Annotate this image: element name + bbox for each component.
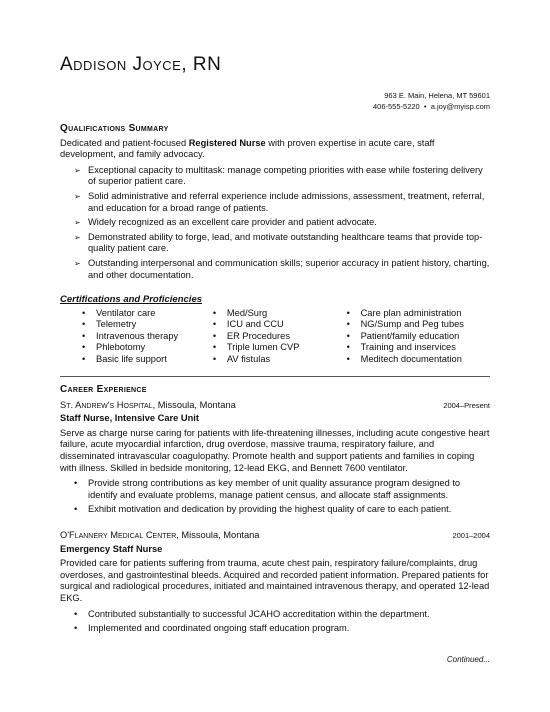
bullet-icon: •	[82, 342, 86, 353]
bullet-icon: •	[82, 353, 86, 364]
list-item	[212, 342, 329, 354]
bullet-icon: •	[74, 608, 78, 619]
list-item-text: Exceptional capacity to multitask: manage competing priorities with ease while fostering delivery of superior patient care.	[88, 164, 483, 187]
job-bullets	[60, 609, 490, 635]
job-title: Emergency Staff Nurse	[60, 543, 163, 554]
list-item-text: Demonstrated ability to forge, lead, and motivate outstanding healthcare teams that provide top-quality patient care.	[88, 231, 483, 254]
list-item-text: Implemented and coordinated ongoing staff education program.	[88, 623, 350, 634]
job-entry	[60, 530, 490, 635]
job-description: Serve as charge nurse caring for patients with life-threatening illnesses, including acute congestive heart failure, acute myocardial infarction, drug overdose, massive trauma, respiratory failure, and disseminated intravascular coagulopathy. Promote health and support patients and families in coping with illness. Skilled in bedside monitoring, 12-lead EKG, and Bennett 7600 ventilator.	[60, 427, 490, 473]
employer-line	[60, 400, 490, 412]
list-item	[74, 190, 490, 214]
list-item-text: ER Procedures	[226, 330, 290, 341]
list-item	[82, 319, 207, 331]
job-title: Staff Nurse, Intensive Care Unit	[60, 413, 199, 424]
list-item	[346, 353, 490, 366]
career-section	[60, 384, 490, 638]
list-item-text: Outstanding interpersonal and communication skills; superior accuracy in patient history, charting, and other documentation.	[88, 257, 490, 280]
list-item	[82, 307, 207, 320]
list-item-text: Exhibit motivation and dedication by providing the highest quality of care to each patient.	[88, 504, 452, 515]
list-item	[82, 330, 207, 343]
certifications-section	[60, 294, 490, 366]
bullet-icon: •	[346, 330, 350, 341]
list-item-text: Med/Surg	[226, 307, 268, 318]
list-item-text: Basic life support	[96, 353, 167, 364]
intro-bold: Registered Nurse	[188, 137, 266, 148]
list-item-text: Phlebotomy	[96, 342, 146, 353]
employer-location: , Missoula, Montana	[152, 399, 236, 410]
bullet-icon: •	[82, 330, 86, 341]
qualifications-section	[60, 123, 490, 284]
job-bullets	[60, 478, 490, 516]
list-item-text: Intravenous therapy	[96, 330, 179, 341]
list-item-text: Widely recognized as an excellent care provider and patient advocate.	[88, 217, 377, 228]
list-item	[346, 330, 490, 343]
arrow-bullet-icon: ➢	[74, 232, 81, 242]
job-entry	[60, 400, 490, 516]
list-item	[74, 217, 490, 229]
list-item	[74, 257, 490, 281]
arrow-bullet-icon: ➢	[74, 258, 81, 268]
employer-line	[60, 530, 490, 542]
list-item-text: Triple lumen CVP	[226, 342, 300, 353]
employer-name: O'Flannery Medical Center	[60, 529, 177, 540]
bullet-icon: •	[212, 307, 217, 318]
list-item	[74, 504, 490, 516]
contact-info	[373, 90, 490, 112]
candidate-name: Addison Joyce, RN	[60, 54, 222, 75]
list-item-text: Contributed substantially to successful JCAHO accreditation within the department.	[88, 608, 430, 619]
bullet-icon: •	[212, 342, 217, 353]
bullet-icon: •	[346, 342, 350, 353]
phone: 406-555-5220	[373, 102, 420, 111]
bullet-icon: •	[212, 319, 217, 330]
bullet-icon: •	[74, 478, 78, 489]
list-item	[212, 307, 329, 320]
bullet-icon: •	[82, 307, 86, 318]
list-item	[74, 231, 490, 255]
qualifications-intro	[60, 138, 490, 161]
list-item-text: NG/Sump and Peg tubes	[360, 319, 464, 330]
list-item-text: Provide strong contributions as key member of unit quality assurance program designed to identify and evaluate problems, manage patient census, and allocate staff assignments.	[88, 478, 461, 500]
qualifications-heading: Qualifications Summary	[60, 123, 169, 134]
job-dates: 2004–Present	[443, 400, 490, 410]
list-item-text: Ventilator care	[96, 307, 156, 318]
arrow-bullet-icon: ➢	[74, 191, 81, 201]
list-item-text: Telemetry	[96, 319, 137, 330]
bullet-icon: •	[74, 623, 78, 634]
certifications-columns	[60, 308, 490, 366]
employer-name: St. Andrew's Hospital	[60, 399, 153, 410]
bullet-icon: •	[346, 353, 350, 364]
email: a.joy@myisp.com	[430, 102, 490, 111]
address: 963 E. Main, Helena, MT 59601	[384, 91, 490, 100]
employer	[60, 400, 236, 412]
bullet-icon: •	[212, 330, 217, 341]
list-item	[346, 307, 490, 320]
list-item	[212, 319, 329, 331]
certifications-column-1	[82, 307, 207, 366]
arrow-bullet-icon: ➢	[74, 165, 81, 175]
job-description: Provided care for patients suffering from trauma, acute chest pain, respiratory failure/complaints, drug overdoses, and gastrointestinal bleeds. Acquired and recorded patient information. Prepared patients for surgical and radiological procedures, initiated and maintained intravenous therapy, and operated 12-lead EKG.	[60, 558, 490, 603]
bullet-icon: •	[82, 319, 86, 330]
employer-location: , Missoula, Montana	[176, 529, 260, 540]
bullet-icon: •	[346, 307, 350, 318]
list-item	[346, 319, 490, 331]
continued-note: Continued...	[446, 655, 490, 664]
arrow-bullet-icon: ➢	[74, 218, 81, 228]
section-divider	[60, 376, 490, 377]
qualifications-list	[60, 165, 490, 281]
list-item-text: Meditech documentation	[360, 353, 462, 364]
intro-text: Dedicated and patient-focused	[60, 137, 189, 148]
list-item	[74, 623, 490, 635]
list-item	[82, 342, 207, 354]
certifications-column-2	[212, 307, 329, 366]
phone-email-line	[373, 101, 490, 112]
list-item	[212, 330, 329, 343]
list-item	[74, 608, 490, 621]
certifications-heading: Certifications and Proficiencies	[60, 294, 203, 305]
list-item-text: Patient/family education	[360, 330, 460, 341]
list-item-text: Solid administrative and referral experience include admissions, assessment, treatment, referral, and education for a broad range of patients.	[88, 190, 485, 213]
bullet-icon: •	[74, 504, 78, 515]
certifications-column-3	[346, 307, 490, 366]
bullet-icon: •	[346, 319, 350, 330]
career-heading: Career Experience	[60, 384, 147, 395]
separator: •	[423, 102, 427, 111]
list-item	[82, 353, 207, 366]
intro-text-end: with proven expertise in acute care, staff development, and family advocacy.	[60, 137, 435, 160]
list-item	[212, 353, 329, 366]
list-item-text: ICU and CCU	[226, 319, 284, 330]
list-item	[74, 478, 490, 501]
job-dates: 2001–2004	[452, 530, 490, 540]
list-item-text: AV fistulas	[226, 353, 271, 364]
list-item	[346, 342, 490, 354]
bullet-icon: •	[212, 353, 217, 364]
list-item	[74, 164, 490, 188]
list-item-text: Training and inservices	[360, 342, 456, 353]
list-item-text: Care plan administration	[360, 307, 462, 318]
employer	[60, 530, 259, 542]
